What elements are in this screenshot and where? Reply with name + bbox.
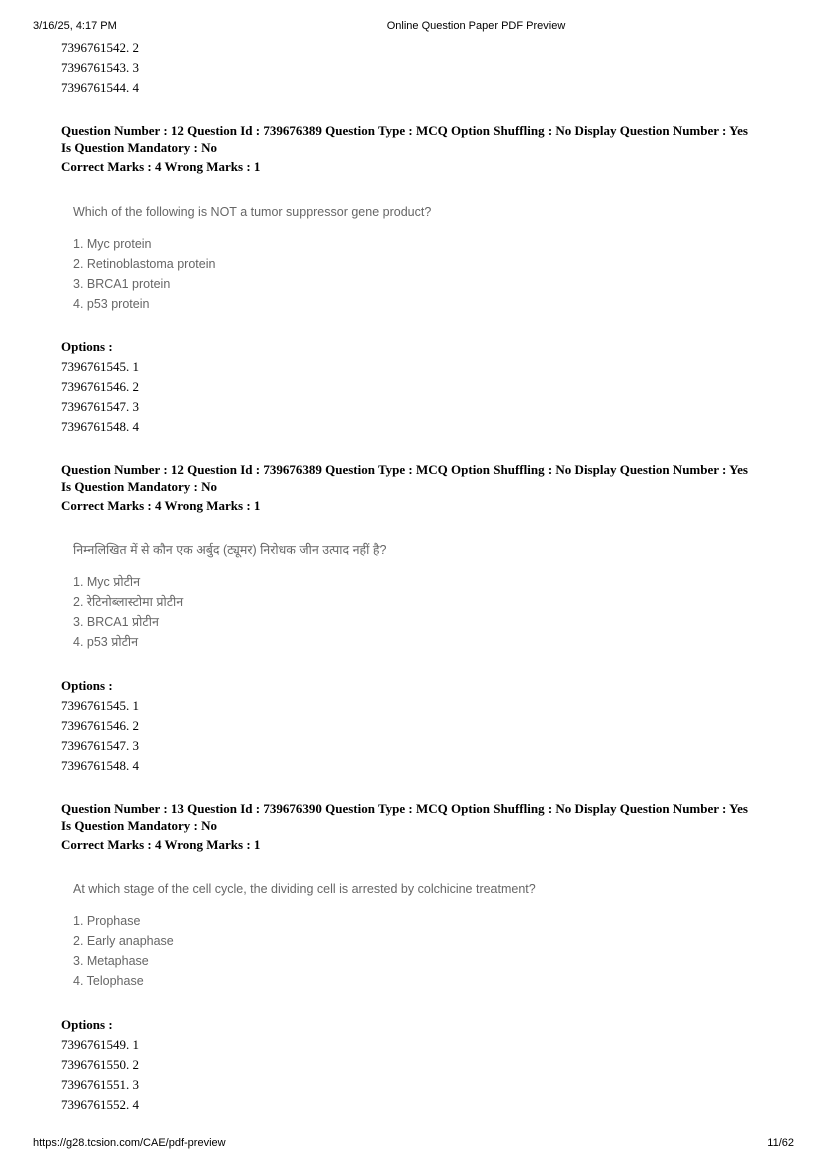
choice-item: 4. Telophase [73, 974, 144, 988]
header-datetime: 3/16/25, 4:17 PM [33, 20, 117, 32]
question-image [73, 540, 593, 652]
choice-item: 1. Myc प्रोटीन [73, 575, 141, 589]
question-marks: Correct Marks : 4 Wrong Marks : 1 [61, 498, 261, 513]
question-meta-line: Question Number : 12 Question Id : 739676389 Question Type : MCQ Option Shuffling : No Display Question Number : Yes [61, 123, 748, 138]
question-meta-line: Question Number : 13 Question Id : 739676390 Question Type : MCQ Option Shuffling : No Display Question Number : Yes [61, 801, 748, 816]
option-item: 7396761545. 1 [61, 359, 139, 374]
option-item: 7396761548. 4 [61, 419, 139, 434]
options-list [61, 337, 781, 437]
option-item: 7396761546. 2 [61, 379, 139, 394]
question-image [73, 202, 593, 314]
options-label: Options : [61, 1017, 113, 1032]
option-item: 7396761548. 4 [61, 758, 139, 773]
choice-item: 3. BRCA1 प्रोटीन [73, 615, 159, 629]
option-item: 7396761550. 2 [61, 1057, 139, 1072]
choice-item: 2. Retinoblastoma protein [73, 257, 216, 271]
top-options-list [61, 38, 781, 98]
question-text: At which stage of the cell cycle, the dividing cell is arrested by colchicine treatment? [73, 882, 536, 896]
question-marks: Correct Marks : 4 Wrong Marks : 1 [61, 159, 261, 174]
option-item: 7396761543. 3 [61, 60, 139, 75]
choice-item: 2. Early anaphase [73, 934, 174, 948]
choice-item: 2. रेटिनोब्लास्टोमा प्रोटीन [73, 595, 184, 609]
option-item: 7396761547. 3 [61, 738, 139, 753]
options-label: Options : [61, 678, 113, 693]
page-number: 11/62 [767, 1137, 794, 1149]
question-meta [61, 122, 781, 175]
footer-url[interactable]: https://g28.tcsion.com/CAE/pdf-preview [33, 1137, 226, 1149]
page-footer [0, 1137, 826, 1151]
option-item: 7396761544. 4 [61, 80, 139, 95]
option-item: 7396761551. 3 [61, 1077, 139, 1092]
header-title: Online Question Paper PDF Preview [386, 20, 566, 32]
option-item: 7396761545. 1 [61, 698, 139, 713]
option-item: 7396761546. 2 [61, 718, 139, 733]
options-list [61, 676, 781, 776]
question-mandatory: Is Question Mandatory : No [61, 140, 218, 155]
choice-item: 1. Prophase [73, 914, 141, 928]
question-meta [61, 800, 781, 853]
question-mandatory: Is Question Mandatory : No [61, 818, 218, 833]
choice-item: 3. Metaphase [73, 954, 149, 968]
option-item: 7396761547. 3 [61, 399, 139, 414]
question-meta-line: Question Number : 12 Question Id : 739676389 Question Type : MCQ Option Shuffling : No Display Question Number : Yes [61, 462, 748, 477]
question-text: निम्नलिखित में से कौन एक अर्बुद (ट्यूमर) निरोधक जीन उत्पाद नहीं है? [73, 543, 387, 557]
option-item: 7396761542. 2 [61, 40, 139, 55]
question-image [73, 879, 593, 991]
option-item: 7396761552. 4 [61, 1097, 139, 1112]
question-mandatory: Is Question Mandatory : No [61, 479, 218, 494]
page-header [0, 20, 826, 34]
options-label: Options : [61, 339, 113, 354]
choice-item: 4. p53 प्रोटीन [73, 635, 139, 649]
choice-item: 4. p53 protein [73, 297, 150, 311]
option-item: 7396761549. 1 [61, 1037, 139, 1052]
choice-item: 3. BRCA1 protein [73, 277, 171, 291]
options-list [61, 1015, 781, 1115]
question-text: Which of the following is NOT a tumor suppressor gene product? [73, 205, 432, 219]
question-marks: Correct Marks : 4 Wrong Marks : 1 [61, 837, 261, 852]
choice-item: 1. Myc protein [73, 237, 152, 251]
question-meta [61, 461, 781, 514]
